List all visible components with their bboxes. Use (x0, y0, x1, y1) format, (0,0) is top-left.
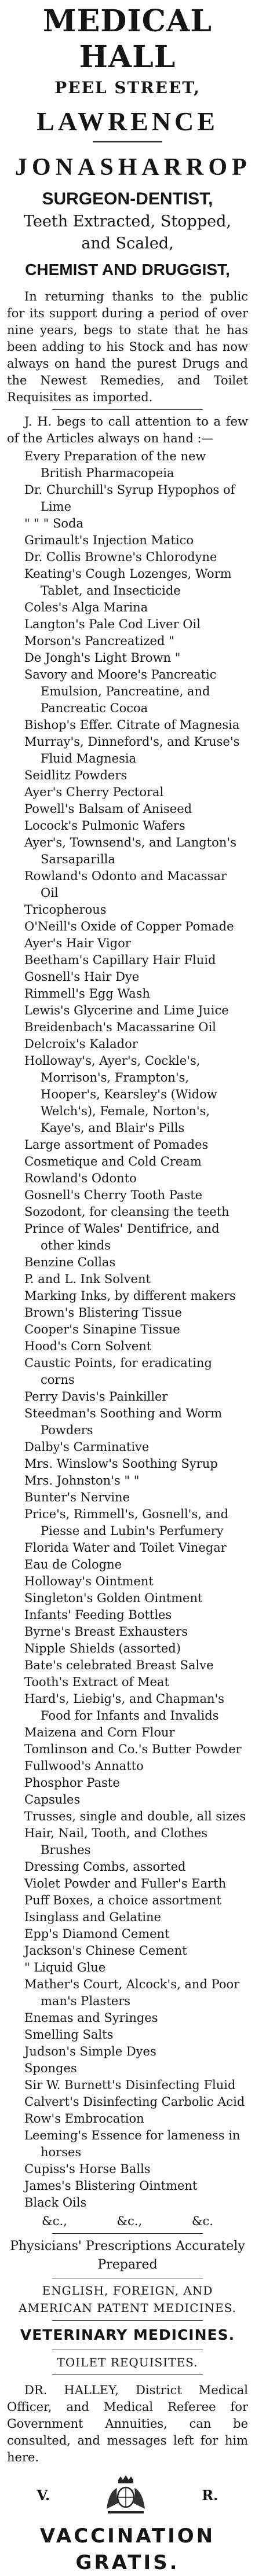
article-item: Leeming's Essence for lameness in horses (24, 2128, 241, 2159)
article-item: Prince of Wales' Dentifrice, and other kinds (24, 1222, 220, 1252)
divider-rule (52, 2320, 203, 2321)
article-item: Dressing Combs, assorted (24, 1860, 186, 1874)
article-item: Beetham's Capillary Hair Fluid (24, 953, 216, 967)
article-item: Jackson's Chinese Cement (24, 1944, 187, 1958)
article-item: De Jongh's Light Brown " (24, 651, 181, 665)
article-item: Every Preparation of the new British Pharmacopeia (24, 449, 206, 480)
article-item: Langton's Pale Cod Liver Oil (24, 617, 201, 631)
royal-crest-icon (102, 2474, 150, 2516)
patent-medicines-notice: ENGLISH, FOREIGN, AND AMERICAN PATENT MEDICINES. (19, 2284, 236, 2315)
article-item: Bate's celebrated Breast Salve (24, 1658, 214, 1672)
article-item: James's Blistering Ointment (24, 2179, 198, 2193)
article-item: Benzine Collas (24, 1255, 116, 1269)
etc-mark: &c. (191, 2214, 213, 2228)
halley-paragraph: DR. HALLEY, District Medical Officer, and Medical Referee for Government Annuities, can be consulted, and messages left for him here. (7, 2383, 248, 2464)
article-item: Singleton's Golden Ointment (24, 1591, 203, 1605)
article-item: Dr. Collis Browne's Chlorodyne (24, 550, 217, 564)
article-item: Seidlitz Powders (24, 768, 128, 782)
article-item: Perry Davis's Painkiller (24, 1390, 168, 1404)
article-item: Brown's Blistering Tissue (24, 1306, 182, 1320)
dental-services: Teeth Extracted, Stopped, and Scaled, (24, 212, 231, 252)
article-item: Marking Inks, by different makers (24, 1289, 236, 1303)
article-item: Murray's, Dinneford's, and Kruse's Fluid Magnesia (24, 735, 240, 765)
etc-mark: &c., (42, 2214, 67, 2228)
article-item: Tomlinson and Co.'s Butter Powder (24, 1742, 242, 1756)
article-item: Byrne's Breast Exhausters (24, 1625, 188, 1639)
article-item: Grimault's Injection Matico (24, 533, 194, 547)
article-item: Ayer's Hair Vigor (24, 936, 131, 950)
article-item: Sponges (24, 2061, 77, 2075)
article-item: Tricopherous (24, 903, 107, 917)
article-item: Gosnell's Hair Dye (24, 970, 140, 984)
article-item: Row's Embrocation (24, 2112, 144, 2126)
royal-arms-line (7, 2474, 248, 2516)
etc-mark: &c., (116, 2214, 143, 2228)
article-item: Phosphor Paste (24, 1776, 120, 1790)
article-item: Morson's Pancreatized " (24, 634, 174, 648)
prescriptions-notice: Physicians' Prescriptions Accurately Prepared (10, 2239, 245, 2272)
article-item: Ayer's Cherry Pectoral (24, 785, 164, 799)
article-item: Sozodont, for cleansing the teeth (24, 1205, 230, 1219)
article-item: Nipple Shields (assorted) (24, 1641, 181, 1655)
article-item: Capsules (24, 1793, 81, 1807)
article-item: Gosnell's Cherry Tooth Paste (24, 1188, 203, 1202)
article-item: Cosmetique and Cold Cream (24, 1155, 202, 1168)
article-item: Holloway's Ointment (24, 1574, 154, 1588)
article-item: " Liquid Glue (24, 1961, 106, 1974)
article-item: O'Neill's Oxide of Copper Pomade (24, 919, 234, 933)
article-item: Infants' Feeding Bottles (24, 1608, 172, 1622)
article-item: Black Oils (24, 2196, 87, 2209)
article-item: Cupiss's Horse Balls (24, 2162, 151, 2176)
article-item: Hard's, Liebig's, and Chapman's Food for Infants and Invalids (24, 1692, 225, 1723)
article-item: Caustic Points, for eradicating corns (24, 1356, 212, 1387)
article-item: Rowland's Odonto (24, 1171, 137, 1185)
proprietor-first-name: JONAS (15, 154, 118, 181)
divider-rule (52, 409, 203, 410)
toilet-requisites-notice: TOILET REQUISITES. (57, 2355, 198, 2369)
article-item: Hair, Nail, Tooth, and Clothes Brushes (24, 1826, 208, 1857)
article-item: Steedman's Soothing and Worm Powders (24, 1406, 223, 1437)
vaccination-notice: VACCINATION GRATIS. (39, 2524, 216, 2574)
article-item: Smelling Salts (24, 2028, 114, 2042)
article-item: Breidenbach's Macassarine Oil (24, 1020, 216, 1034)
article-item: Rimmell's Egg Wash (24, 987, 150, 1001)
article-item: Dalby's Carminative (24, 1440, 150, 1454)
article-item: Puff Boxes, a choice assortment (24, 1893, 221, 1907)
article-item: Coles's Alga Marina (24, 600, 148, 614)
article-item: " " " Soda (24, 516, 83, 530)
street-address: PEEL STREET, (54, 78, 201, 97)
article-item: Enemas and Syringes (24, 2011, 158, 2025)
royal-cipher-left: V. (37, 2486, 50, 2504)
royal-cipher-right: R. (202, 2486, 218, 2504)
town-name: LAWRENCE (37, 107, 218, 136)
article-item: Calvert's Disinfecting Carbolic Acid (24, 2095, 245, 2109)
article-item: Savory and Moore's Pancreatic Emulsion, Pancreatine, and Pancreatic Cocoa (24, 668, 217, 715)
article-item: Maizena and Corn Flour (24, 1725, 175, 1739)
article-item: P. and L. Ink Solvent (24, 1272, 151, 1286)
article-item: Keating's Cough Lozenges, Worm Tablet, and Insecticide (24, 567, 232, 598)
article-item: Powell's Balsam of Aniseed (24, 802, 192, 816)
article-item: Trusses, single and double, all sizes (24, 1809, 246, 1823)
article-item: Price's, Rimmell's, Gosnell's, and Piesse and Lubin's Perfumery (24, 1507, 229, 1538)
article-item: Fullwood's Annatto (24, 1759, 144, 1773)
article-item: Lewis's Glycerine and Lime Juice (24, 1003, 229, 1017)
article-item: Hood's Corn Solvent (24, 1339, 152, 1353)
article-item: Large assortment of Pomades (24, 1138, 209, 1152)
article-item: Violet Powder and Fuller's Earth (24, 1877, 227, 1890)
article-item: Eau de Cologne (24, 1558, 122, 1571)
article-item: Delcroix's Kalador (24, 1037, 138, 1051)
proprietor-last-name: HARROP (118, 154, 252, 181)
article-item: Locock's Pulmonic Wafers (24, 819, 185, 833)
attention-paragraph: J. H. begs to call attention to a few of the Articles always on hand :— (7, 415, 248, 445)
masthead-title: MEDICAL HALL (43, 3, 212, 75)
article-item: Tooth's Extract of Meat (24, 1675, 169, 1689)
article-item: Judson's Simple Dyes (24, 2044, 156, 2058)
divider-rule (93, 141, 162, 142)
article-item: Bunter's Nervine (24, 1490, 130, 1504)
article-item: Isinglass and Gelatine (24, 1910, 161, 1924)
trade-title: CHEMIST AND DRUGGIST, (25, 261, 230, 279)
veterinary-title: VETERINARY MEDICINES. (20, 2326, 235, 2343)
article-item: Florida Water and Toilet Vinegar (24, 1541, 227, 1555)
article-item: Rowland's Odonto and Macassar Oil (24, 869, 227, 900)
profession-title: SURGEON-DENTIST, (42, 189, 213, 208)
article-item: Mrs. Johnston's " " (24, 1474, 140, 1487)
article-item: Mrs. Winslow's Soothing Syrup (24, 1457, 218, 1471)
article-item: Ayer's, Townsend's, and Langton's Sarsaparilla (24, 836, 236, 866)
article-item: Sir W. Burnett's Disinfecting Fluid (24, 2078, 236, 2092)
articles-list (7, 448, 248, 2211)
divider-rule (52, 2233, 203, 2234)
article-item: Bishop's Effer. Citrate of Magnesia (24, 718, 240, 732)
article-item: Cooper's Sinapine Tissue (24, 1322, 180, 1336)
proprietor-name (7, 151, 252, 184)
etc-line (7, 2212, 248, 2230)
intro-paragraph: In returning thanks to the public for its support during a period of over nine years, begs to state that he has been adding to his Stock and has now always on hand the purest Drugs and the Newest Remedies, and Toilet Requisites as imported. (7, 290, 248, 404)
article-item: Mather's Court, Alcock's, and Poor man's Plasters (24, 1977, 240, 2008)
article-item: Dr. Churchill's Syrup Hypophos of Lime (24, 483, 235, 514)
article-item: Epp's Diamond Cement (24, 1927, 170, 1941)
article-item: Holloway's, Ayer's, Cockle's, Morrison's, Frampton's, Hooper's, Kearsley's (Widow Welch's), Female, Norton's, Kaye's, and Blair's Pills (24, 1054, 217, 1135)
